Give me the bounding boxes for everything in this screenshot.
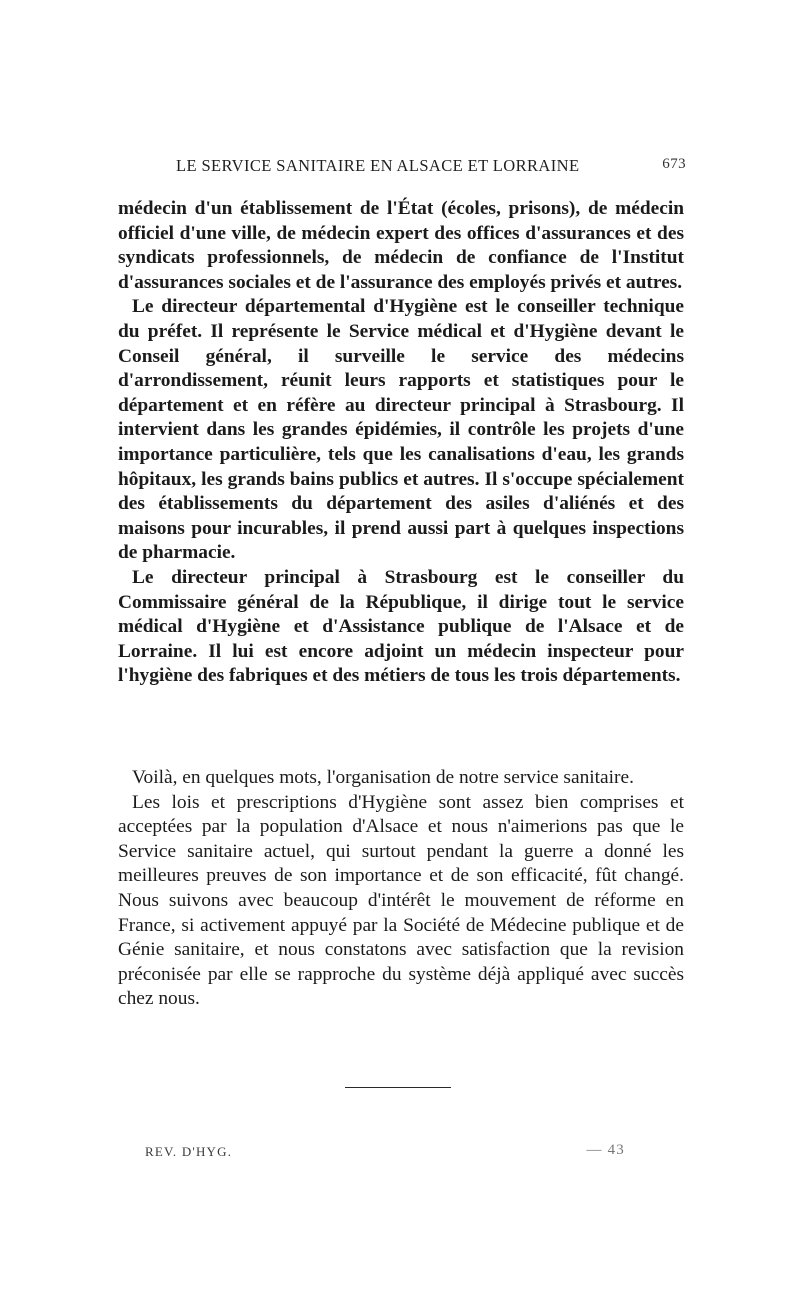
bold-text-block xyxy=(118,197,684,689)
page-number: 673 xyxy=(662,156,686,172)
paragraph-departmental-director: Le directeur départemental d'Hygiène est le conseiller technique du préfet. Il représente le Service médical et d'Hygiène devant le Conseil général, il surveille le service des médecins d'arrondissement, réunit leurs rapports et statistiques pour le département et en réfère au directeur principal à Strasbourg. Il intervient dans les grandes épidémies, il contrôle les projets d'une importance particulière, tels que les canalisations d'eau, les grands hôpitaux, les grands bains publics et autres. Il s'occupe spécialement des établissements du département des asiles d'aliénés et des maisons pour incurables, il prend aussi part à quelques inspections de pharmacie. xyxy=(118,296,684,564)
running-head xyxy=(118,156,686,180)
paragraph-continuation: médecin d'un établissement de l'État (écoles, prisons), de médecin officiel d'une ville, de médecin expert des offices d'assurances et des syndicats professionnels, de médecin de confiance de l'Institut d'assurances sociales et de l'assurance des employés privés et autres. xyxy=(118,198,684,293)
paragraph-conclusion: Les lois et prescriptions d'Hygiène sont assez bien comprises et acceptées par la population d'Alsace et nous n'aimerions pas que le Service sanitaire actuel, qui surtout pendant la guerre a donné les meilleures preuves de son importance et de son efficacité, fût changé. Nous suivons avec beaucoup d'intérêt le mouvement de réforme en France, si activement appuyé par la Société de Médecine publique et de Génie sanitaire, et nous constatons avec satisfaction que la revision préconisée par elle se rapproche du système déjà appliqué avec succès chez nous. xyxy=(118,791,684,1010)
journal-signature: REV. D'HYG. xyxy=(145,1144,233,1159)
section-end-rule xyxy=(345,1087,451,1088)
signature-line xyxy=(145,1144,625,1164)
regular-text-block xyxy=(118,766,684,1012)
paragraph-principal-director: Le directeur principal à Strasbourg est le conseiller du Commissaire général de la République, il dirige tout le service médical d'Hygiène et d'Assistance publique de l'Alsace et de Lorraine. Il lui est encore adjoint un médecin inspecteur pour l'hygiène des fabriques et des métiers de tous les trois départements. xyxy=(118,566,684,687)
sheet-signature: — 43 xyxy=(586,1142,625,1158)
running-title: LE SERVICE SANITAIRE EN ALSACE ET LORRAINE xyxy=(176,156,580,175)
paragraph-summary: Voilà, en quelques mots, l'organisation de notre service sanitaire. xyxy=(132,767,634,788)
